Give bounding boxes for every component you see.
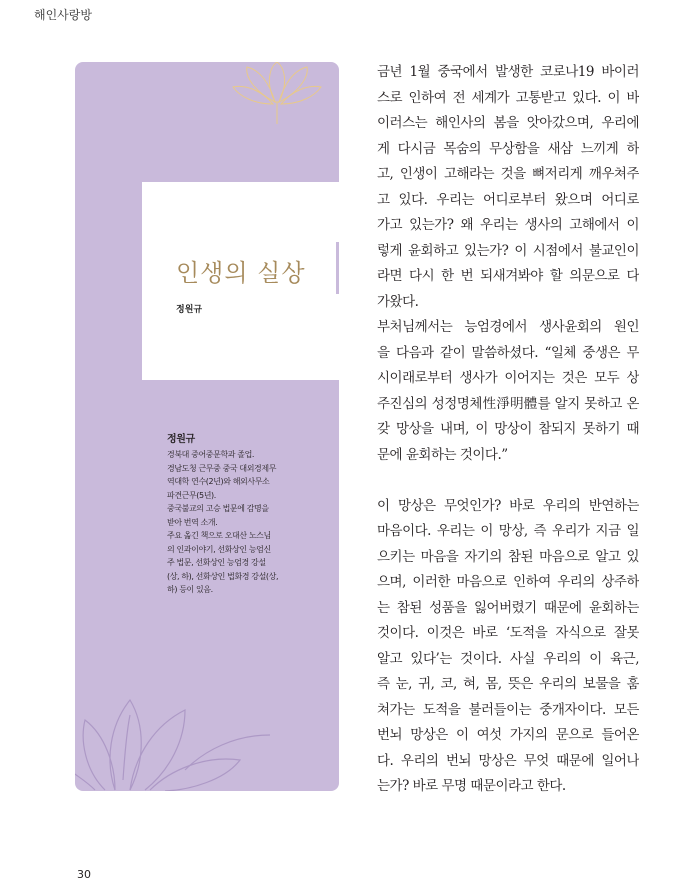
bio-line: 의 인과이야기, 선화상인 능엄신 — [167, 544, 271, 554]
author-name: 정원규 — [176, 305, 203, 315]
paragraph-gap — [377, 468, 639, 494]
body-line: 가고 있는가? 왜 우리는 생사의 고해에서 이 — [377, 217, 639, 233]
body-line: 알고 있다’는 것이다. 사실 우리의 이 육근, — [377, 650, 639, 667]
body-line: 쳐가는 도적을 불러들이는 중개자이다. 모든 — [377, 701, 639, 718]
body-line: 주진심의 성정명체性淨明體를 알지 못하고 온 — [377, 395, 639, 412]
body-line: 시이래로부터 생사가 이어지는 것은 모두 상 — [377, 370, 639, 386]
body-line: 금년 1월 중국에서 발생한 코로나19 바이러 — [377, 64, 639, 80]
body-line: 가왔다. — [377, 293, 419, 310]
body-line: 마음이다. 우리는 이 망상, 즉 우리가 지금 일 — [377, 523, 639, 539]
page-number: 30 — [77, 868, 91, 881]
body-line: 렇게 윤회하고 있는가? 이 시점에서 불교인이 — [377, 242, 639, 259]
bio-line: (상, 하), 선화상인 법화경 강설(상, — [167, 571, 279, 581]
bio-line: 주 법문, 선화상인 능엄경 강설 — [167, 558, 266, 567]
article-title: 인생의 실상 — [176, 259, 306, 287]
running-head: 해인사랑방 — [34, 8, 92, 22]
body-line: 스로 인하여 전 세계가 고통받고 있다. 이 바 — [377, 89, 639, 106]
sidebar-card — [75, 62, 339, 791]
body-line: 이 망상은 무엇인가? 바로 우리의 반연하는 — [377, 497, 639, 514]
article-body — [377, 60, 639, 800]
bio-lines — [167, 448, 315, 597]
body-line: 으키는 마음을 자기의 참된 마음으로 알고 있 — [377, 548, 639, 565]
bio-line: 중국불교의 고승 법문에 감명을 — [167, 504, 269, 513]
bio-line: 주요 옮긴 책으로 오대산 노스님 — [167, 531, 271, 540]
body-line: 을 다음과 같이 말씀하셨다. “일체 중생은 무 — [377, 344, 639, 361]
bio-line: 하) 등이 있음. — [167, 585, 213, 594]
bio-line: 역대학 연수(2년)와 해외사무소 — [167, 477, 270, 486]
body-line: 부처님께서는 능엄경에서 생사윤회의 원인 — [377, 319, 639, 335]
bio-line: 받아 번역 소개. — [167, 517, 218, 527]
body-line: 문에 윤회하는 것이다.” — [377, 446, 508, 463]
body-line: 는가? 바로 무명 때문이라고 한다. — [377, 778, 566, 794]
body-line: 는 참된 성품을 잃어버렸기 때문에 윤회하는 — [377, 599, 639, 616]
bio-line: 경남도청 근무중 중국 대외경제무 — [167, 463, 277, 473]
author-bio — [167, 432, 315, 597]
body-line: 번뇌 망상은 이 여섯 가지의 문으로 들어온 — [377, 727, 639, 743]
body-line: 게 다시금 목숨의 무상함을 새삼 느끼게 하 — [377, 140, 639, 157]
body-line: 라면 다시 한 번 되새겨봐야 할 의문으로 다 — [377, 268, 639, 284]
body-line: 갖 망상을 내며, 이 망상이 참되지 못하기 때 — [377, 421, 639, 437]
bio-line: 파견근무(5년). — [167, 490, 216, 500]
body-line: 고, 인생이 고해라는 것을 뼈저리게 깨우쳐주 — [377, 166, 639, 182]
body-line: 고 있다. 우리는 어디로부터 왔으며 어디로 — [377, 191, 639, 208]
body-line: 것이다. 이것은 바로 ‘도적을 자식으로 잘못 — [377, 625, 639, 641]
body-line: 즉 눈, 귀, 코, 혀, 몸, 뜻은 우리의 보물을 훔 — [377, 676, 639, 692]
bio-name: 정원규 — [167, 434, 195, 445]
bio-line: 경북대 중어중문학과 졸업. — [167, 450, 255, 459]
body-line: 으며, 이러한 마음으로 인하여 우리의 상주하 — [377, 574, 639, 590]
body-line: 이러스는 해인사의 봄을 앗아갔으며, 우리에 — [377, 115, 639, 131]
body-line: 다. 우리의 번뇌 망상은 무엇 때문에 일어나 — [377, 752, 639, 769]
lotus-icon — [75, 680, 275, 791]
flower-icon — [215, 62, 339, 124]
